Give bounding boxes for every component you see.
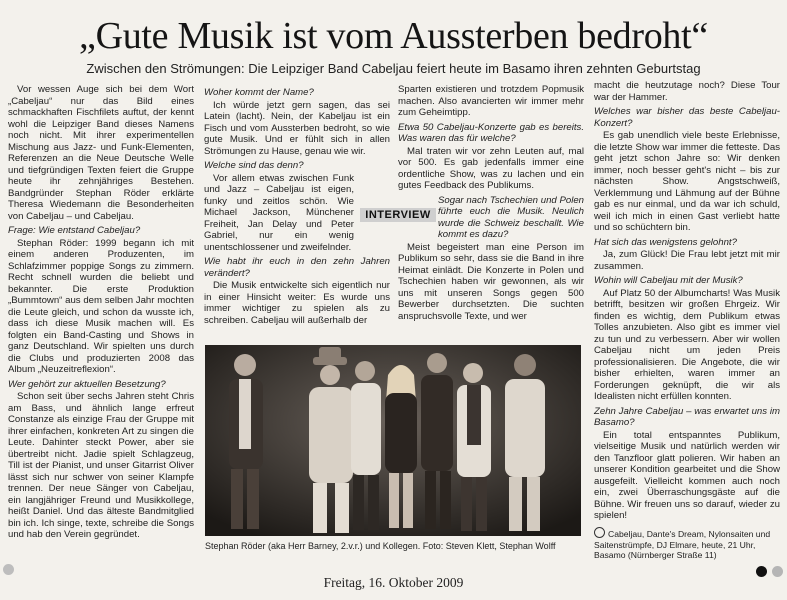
question: Frage: Wie entstand Cabeljau? bbox=[8, 225, 141, 236]
question: Wohin will Cabeljau mit der Musik? bbox=[594, 275, 743, 286]
date-footer: Freitag, 16. Oktober 2009 bbox=[323, 575, 464, 590]
band-photo-illustration bbox=[205, 345, 581, 536]
answer-paragraph: Die Musik entwickelte sich eigentlich nur in einer Hinsicht weiter: Es wurde uns immer wichtiger zu spielen als zu schreiben. Cabeljau will außerhalb der bbox=[204, 280, 390, 326]
question: Etwa 50 Cabeljau-Konzerte gab es bereits. Was waren das für welche? bbox=[398, 121, 584, 144]
event-info bbox=[594, 527, 780, 561]
interview-label: INTERVIEW bbox=[360, 208, 436, 222]
answer-paragraph: Mal traten wir vor zehn Leuten auf, mal vor 500. Es gab jedenfalls immer eine ordentliche Show, was zu lachen und ein gutes Feedback des Publikums. bbox=[398, 145, 584, 191]
answer-paragraph: Auf Platz 50 der Albumcharts! Was Musik betrifft, besitzen wir großen Ehrgeiz. Wir finden es wichtig, dem Publikum etwas Tolles anzubieten. Also gibt es immer viel zu tun und zu verbessern. Aber wir wollen Cabeljau nicht um jeden Preis professionalisieren. Die Angebote, die wir bisher erhielten, waren immer an Forderungen geknüpft, die wir als Idealisten nicht erfüllen konnten. bbox=[594, 287, 780, 402]
article-column-4 bbox=[594, 80, 780, 523]
clock-icon bbox=[594, 527, 605, 538]
answer-paragraph: Schon seit über sechs Jahren steht Chris am Bass, und ähnlich lange erfreut Constanze als einzige Frau der Gruppe mit ihrer einfachen, konkreten Art zu singen die Leute. Dahinter steckt Power, aber sie übertreibt nicht. Jadie spielt Schlagzeug, Till ist der Pianist, und unser Gitarrist Oliver lässt sich nur schwer von seiner Klampfe trennen. Der neue Sänger von Cabeljau, ein langjähriger Freund und Musikkollege, heißt Daniel. Und das älteste Bandmitglied bin ich. Ich singe, texte, schreibe die Songs und hab den Verein gegründet. bbox=[8, 391, 194, 540]
intro-paragraph: Vor wessen Auge sich bei dem Wort „Cabeljau“ nur das Bild eines schmackhaften Fischfilets auftut, der kennt wohl die Leipziger Band dieses Namens noch nicht. Mit ihrer experimentellen Mischung aus Jazz- und Funk-Elementen, Referenzen an die Neue Deutsche Welle und tiefgründigen Texten feiert die Gruppe heute ihr zehnjähriges Bestehen. Bandgründer Stephan Röder erklärte Theresa Wiedemann die Besonderheiten von Cabeljau – und Cabeljau. bbox=[8, 84, 194, 222]
headline: „Gute Musik ist vom Aussterben bedroht“ bbox=[79, 15, 708, 57]
question: Woher kommt der Name? bbox=[204, 87, 314, 98]
answer-paragraph: Stephan Röder: 1999 begann ich mit einem anderen Produzenten, im Schlafzimmer poppige Songs zu zimmern. Recht schnell wurden die beliebt und bekannter. Die erste Produktion „Bummtown“ aus dem selben Jahr mochten die Leute gleich, und schon da wusste ich, dass ich diese Musik machen will. Es folgten ein Band-Casting und Shows in ganz Deutschland. Wir spielten uns durch die Clubs und produzierten 2008 das Album „Neuzeitreflexion“. bbox=[8, 237, 194, 375]
event-info-text: Cabeljau, Dante's Dream, Nylonsaiten und Saitenstrümpfe, DJ Elmare, heute, 21 Uhr, Basamo (Nürnberger Straße 11) bbox=[594, 529, 771, 560]
question: Welches war bisher das beste Cabeljau-Konzert? bbox=[594, 106, 780, 129]
answer-paragraph: Vor allem etwas zwischen Funk und Jazz – Cabeljau ist eigen, funky und zeitlos schön. Wie Michael Jackson, Münchener Freiheit, Jan Delay und Peter Gabriel, nur ein wenig unentschlossener und zweifelnder. bbox=[204, 172, 354, 253]
article-column-2 bbox=[204, 84, 390, 327]
register-mark-black bbox=[756, 566, 767, 577]
question: Wie habt ihr euch in den zehn Jahren verändert? bbox=[204, 256, 390, 279]
question: Sogar nach Tschechien und Polen führte euch die Musik. Neulich wurde die Schweiz beschallt. Wie kommt es dazu? bbox=[438, 194, 584, 240]
answer-paragraph: Ein total entspanntes Publikum, vielseitige Musik und natürlich werden wir den Tanzfloor glatt polieren. Wir haben an unserer Kondition gearbeitet und die Show ausgefeilt. Vielleicht kommen auch noch ein, zwei Überraschungsgäste auf die Bühne. Wir freuen uns so darauf, wieder zu spielen! bbox=[594, 429, 780, 521]
answer-paragraph: Es gab unendlich viele beste Erlebnisse, die letzte Show war immer die fetteste. Das geht jetzt schon Jahre so: Wir denken immer, noch besser geht's nicht – bis zur nächsten Show. Angstschweiß, Verklemmung und Lähmung auf der Bühne gab es nur einmal, und da war ich schuld, weil ich mich in einen Gast verliebt hatte und so schüchtern bin. bbox=[594, 130, 780, 233]
photo-caption: Stephan Röder (aka Herr Barney, 2.v.r.) und Kollegen. Foto: Steven Klett, Stephan Wolff bbox=[205, 541, 556, 551]
register-mark-left bbox=[3, 564, 14, 575]
question: Welche sind das denn? bbox=[204, 160, 304, 171]
answer-paragraph: macht die heutzutage noch? Diese Tour war der Hammer. bbox=[594, 80, 780, 103]
question: Wer gehört zur aktuellen Besetzung? bbox=[8, 378, 166, 390]
answer-paragraph: Ich würde jetzt gern sagen, das sei Latein (lacht). Nein, der Kabeljau ist ein Fisch und vom Aussterben bedroht, so wie gute Musik. Und er fühlt sich in allen Strömungen zu Hause, genau wie wir. bbox=[204, 99, 390, 157]
answer-paragraph: Ja, zum Glück! Die Frau lebt jetzt mit mir zusammen. bbox=[594, 249, 780, 272]
article-column-3 bbox=[398, 84, 584, 323]
register-mark-gray bbox=[772, 566, 783, 577]
answer-paragraph: Meist begeistert man eine Person im Publikum so sehr, dass sie die Band in ihre Heimat einlädt. Die Konzerte in Polen und Tschechien haben wir gewonnen, als wir uns mit unseren Songs gegen 500 Bewerber durchsetzten. Die suchten anspruchsvolle Texte, und wer bbox=[398, 241, 584, 322]
subheadline: Zwischen den Strömungen: Die Leipziger Band Cabeljau feiert heute im Basamo ihren zehnten Geburtstag bbox=[86, 61, 701, 76]
article-column-1 bbox=[8, 84, 194, 542]
answer-paragraph: Sparten existieren und trotzdem Popmusik machen. Also avancierten wir immer mehr zum Geheimtipp. bbox=[398, 84, 584, 118]
band-photo bbox=[205, 345, 581, 536]
question: Zehn Jahre Cabeljau – was erwartet uns im Basamo? bbox=[594, 405, 780, 428]
question: Hat sich das wenigstens gelohnt? bbox=[594, 236, 737, 248]
